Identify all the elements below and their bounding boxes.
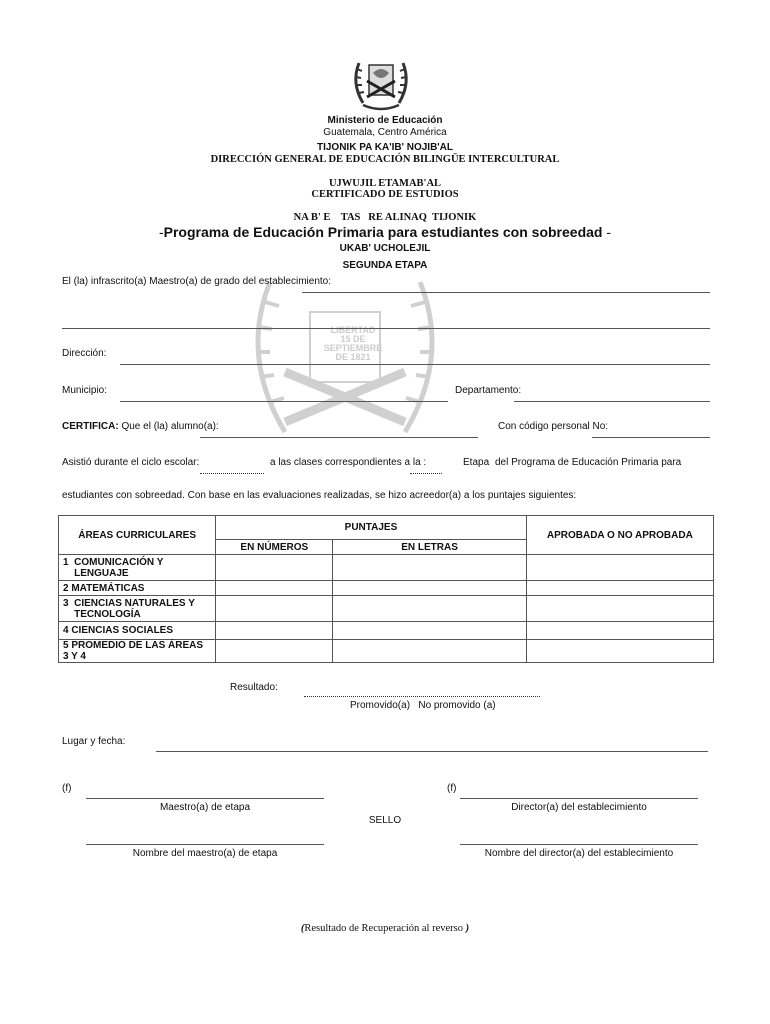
score-letters-cell[interactable] [333, 640, 526, 663]
school-year-field[interactable] [200, 473, 264, 474]
row-label: 5 PROMEDIO DE LAS ÁREAS 3 Y 4 [59, 640, 216, 663]
row-label: 2 MATEMÁTICAS [59, 581, 216, 596]
approved-cell[interactable] [526, 640, 713, 663]
program-dash-left: - [158, 224, 164, 240]
grades-table [58, 515, 714, 663]
score-number-cell[interactable] [216, 596, 333, 622]
watermark-text-2: 15 DE [340, 334, 366, 344]
teacher-signature-label: Maestro(a) de etapa [159, 802, 251, 813]
teacher-label: El (la) infrascrito(a) Maestro(a) de grado del establecimiento: [62, 276, 331, 287]
director-signature-field[interactable] [460, 798, 698, 799]
student-label: Que el (la) alumno(a): [121, 421, 219, 432]
row-label: 4 CIENCIAS SOCIALES [59, 622, 216, 640]
direction-title: DIRECCIÓN GENERAL DE EDUCACIÓN BILINGÜE INTERCULTURAL [210, 154, 560, 165]
establishment-field-2[interactable] [62, 328, 710, 329]
municipality-label: Municipio: [62, 385, 108, 396]
watermark-text-3: SEPTIEMBRE [323, 343, 383, 353]
ministry-name: Ministerio de Educación [327, 115, 443, 126]
score-number-cell[interactable] [216, 640, 333, 663]
seal-label: SELLO [368, 815, 402, 826]
score-letters-cell[interactable] [333, 622, 526, 640]
establishment-field[interactable] [302, 292, 710, 293]
signature-mark-left: (f) [62, 783, 72, 794]
table-row [59, 622, 714, 640]
program-continuation: estudiantes con sobreedad. Con base en las evaluaciones realizadas, se hizo acreedor(a) a los puntajes siguientes: [62, 490, 577, 501]
coat-of-arms-icon [349, 55, 413, 113]
score-letters-cell[interactable] [333, 596, 526, 622]
row-label: 1 COMUNICACIÓN Y LENGUAJE [59, 555, 216, 581]
student-name-field[interactable] [200, 437, 478, 438]
stage-field[interactable] [410, 473, 442, 474]
mayan-stage-title: UKAB' UCHOLEJIL [339, 243, 431, 254]
attended-label: Asistió durante el ciclo escolar: [62, 457, 200, 468]
municipality-field[interactable] [120, 401, 448, 402]
place-date-label: Lugar y fecha: [62, 736, 126, 747]
mayan-program-title: NA B' E TAS RE ALINAQ TIJONIK [293, 212, 477, 223]
col-letters-header: EN LETRAS [333, 540, 526, 555]
result-options: Promovido(a) No promovido (a) [350, 700, 496, 711]
score-number-cell[interactable] [216, 555, 333, 581]
score-letters-cell[interactable] [333, 581, 526, 596]
address-label: Dirección: [62, 348, 107, 359]
result-label: Resultado: [230, 682, 278, 693]
table-row [59, 555, 714, 581]
col-numbers-header: EN NÚMEROS [216, 540, 333, 555]
teacher-signature-field[interactable] [86, 798, 324, 799]
score-letters-cell[interactable] [333, 555, 526, 581]
col-scores-header: PUNTAJES [216, 516, 526, 540]
classes-label: a las clases correspondientes a la : [270, 457, 427, 468]
country-name: Guatemala, Centro América [323, 127, 447, 138]
program-dash-right: - [606, 224, 612, 240]
code-label: Con código personal No: [498, 421, 609, 432]
department-field[interactable] [514, 401, 710, 402]
director-signature-label: Director(a) del establecimiento [511, 802, 647, 813]
program-label: del Programa de Educación Primaria para [495, 457, 682, 468]
teacher-name-field[interactable] [86, 844, 324, 845]
certificate-title: CERTIFICADO DE ESTUDIOS [311, 189, 459, 200]
signature-mark-right: (f) [447, 783, 457, 794]
score-number-cell[interactable] [216, 622, 333, 640]
address-field[interactable] [120, 364, 710, 365]
certifies-label: CERTIFICA: [62, 421, 119, 432]
approved-cell[interactable] [526, 596, 713, 622]
table-row [59, 640, 714, 663]
department-label: Departamento: [455, 385, 522, 396]
place-date-field[interactable] [156, 751, 708, 752]
director-name-label: Nombre del director(a) del establecimiento [484, 848, 674, 859]
result-field[interactable] [304, 696, 540, 697]
stage-label: Etapa [463, 457, 490, 468]
col-approved-header: APROBADA O NO APROBADA [526, 516, 713, 555]
teacher-name-label: Nombre del maestro(a) de etapa [132, 848, 278, 859]
stage-title: SEGUNDA ETAPA [342, 260, 428, 271]
footer-note: Resultado de Recuperación al reverso [304, 923, 463, 934]
col-areas-header: ÁREAS CURRICULARES [59, 516, 216, 555]
director-name-field[interactable] [460, 844, 698, 845]
mayan-certificate-title: UJWUJIL ETAMAB'AL [328, 178, 442, 189]
watermark-text-4: DE 1821 [335, 352, 371, 362]
approved-cell[interactable] [526, 622, 713, 640]
row-label: 3 CIENCIAS NATURALES Y TECNOLOGÍA [59, 596, 216, 622]
footer-open-paren: ( [300, 923, 305, 934]
program-title: Programa de Educación Primaria para estudiantes con sobreedad [163, 224, 603, 240]
table-row [59, 596, 714, 622]
table-row [59, 581, 714, 596]
approved-cell[interactable] [526, 581, 713, 596]
approved-cell[interactable] [526, 555, 713, 581]
mayan-ministry-line: TIJONIK PA KA'IB' NOJIB'AL [316, 142, 454, 153]
score-number-cell[interactable] [216, 581, 333, 596]
footer-close-paren: ) [465, 923, 470, 934]
watermark-text-1: LIBERTAD [330, 325, 376, 335]
student-code-field[interactable] [592, 437, 710, 438]
